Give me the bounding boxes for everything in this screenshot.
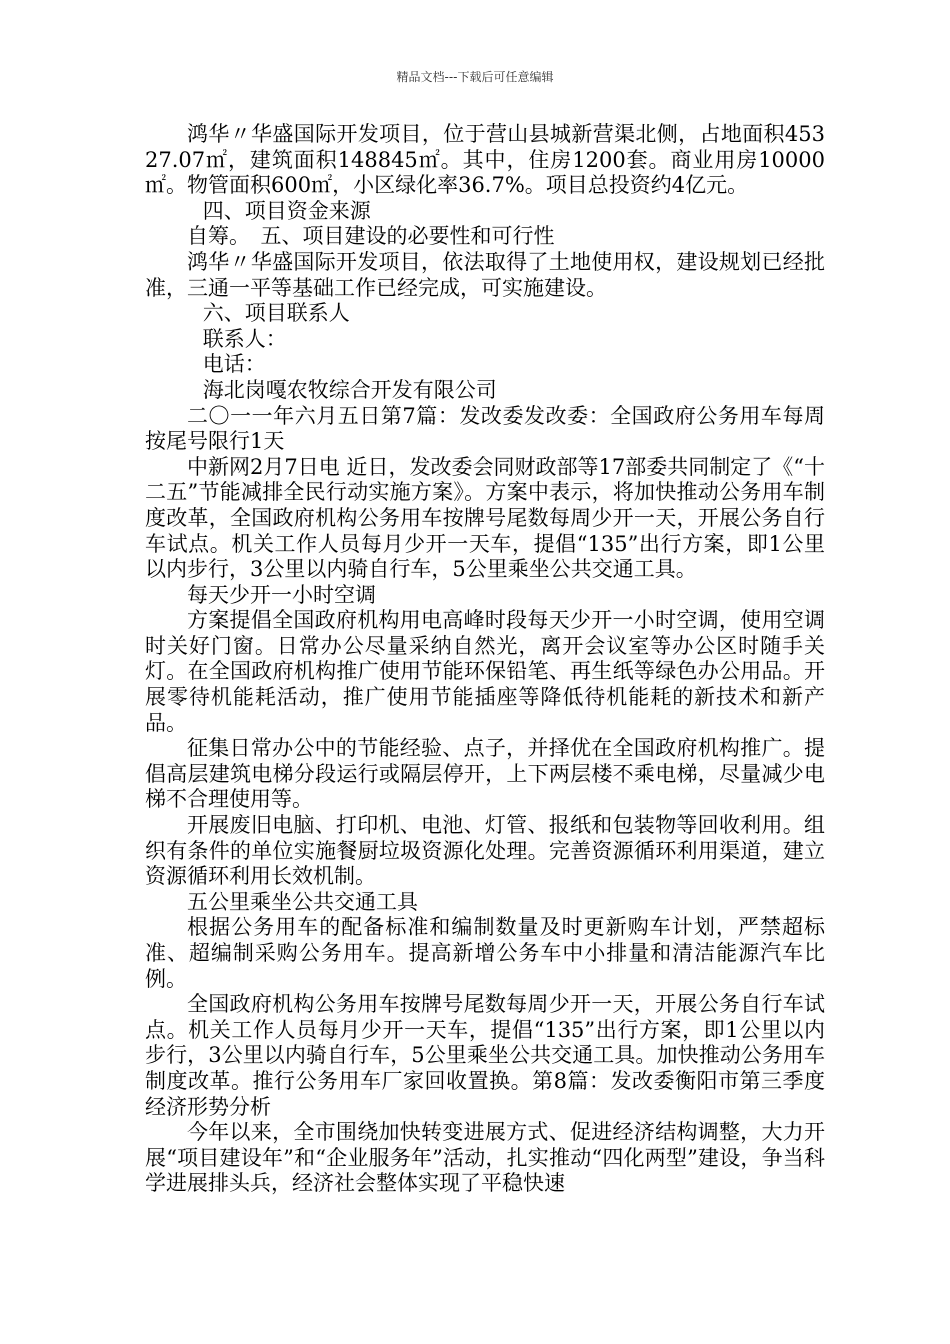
subheading-public-transport: 五公里乘坐公共交通工具 [187,889,418,914]
paragraph-aircon: 方案提倡全国政府机构用电高峰时段每天少开一小时空调，使用空调时关好门窗。日常办公尽量采纳自然光，离开会议室等办公区时随手关灯。在全国政府机构推广使用节能环保铅笔、再生纸等绿色办公用品。开展零待机能耗活动，推广使用节能插座等降低待机能耗的新技术和新产品。 [145,608,825,735]
subheading-aircon: 每天少开一小时空调 [187,582,376,607]
document-body [145,122,825,1197]
paragraph-self-funded: 自筹。 五、项目建设的必要性和可行性 [187,224,555,249]
page-header: 精品文档---下载后可任意编辑 [396,70,554,84]
paragraph-project-overview: 鸿华〃华盛国际开发项目，位于营山县城新营渠北侧，占地面积45327.07㎡，建筑面积148845㎡。其中，住房1200套。商业用房10000㎡。物管面积600㎡，小区绿化率36.7%。项目总投资约4亿元。 [145,122,825,198]
contact-person: 联系人： [202,326,287,351]
paragraph-recycling: 开展废旧电脑、打印机、电池、灯管、报纸和包装物等回收利用。组织有条件的单位实施餐厨垃圾资源化处理。完善资源循环利用渠道，建立资源循环利用长效机制。 [145,813,825,889]
paragraph-feasibility: 鸿华〃华盛国际开发项目，依法取得了土地使用权，建设规划已经批准，三通一平等基础工作已经完成，可实施建设。 [145,249,825,300]
paragraph-news-intro: 中新网2月7日电 近日，发改委会同财政部等17部委共同制定了《“十二五”节能减排全民行动实施方案》。方案中表示，将加快推动公务用车制度改革，全国政府机构公务用车按牌号尾数每周少开一天，开展公务自行车试点。机关工作人员每月少开一天车，提倡“135”出行方案，即1公里以内步行，3公里以内骑自行车，5公里乘坐公共交通工具。 [145,454,825,582]
paragraph-energy-tips: 征集日常办公中的节能经验、点子，并择优在全国政府机构推广。提倡高层建筑电梯分段运行或隔层停开，上下两层楼不乘电梯，尽量减少电梯不合理使用等。 [145,736,825,812]
heading-funding-source: 四、项目资金来源 [202,198,371,223]
paragraph-plate-restriction: 全国政府机构公务用车按牌号尾数每周少开一天，开展公务自行车试点。机关工作人员每月少开一天车，提倡“135”出行方案，即1公里以内步行，3公里以内骑自行车，5公里乘坐公共交通工具。加快推动公务用车制度改革。推行公务用车厂家回收置换。第8篇：发改委衡阳市第三季度经济形势分析 [145,992,825,1119]
paragraph-hengyang-economy: 今年以来，全市围绕加快转变进展方式、促进经济结构调整，大力开展“项目建设年”和“企业服务年”活动，扎实推动“四化两型”建设，争当科学进展排头兵，经济社会整体实现了平稳快速 [145,1120,825,1196]
heading-contact: 六、项目联系人 [202,301,350,326]
contact-phone: 电话： [202,352,266,377]
paragraph-date-chapter7: 二〇一一年六月五日第7篇：发改委发改委：全国政府公务用车每周按尾号限行1天 [145,403,825,454]
paragraph-vehicle-purchase: 根据公务用车的配备标准和编制数量及时更新购车计划，严禁超标准、超编制采购公务用车。提高新增公务车中小排量和清洁能源汽车比例。 [145,915,825,991]
company-name: 海北岗嘎农牧综合开发有限公司 [202,377,497,402]
